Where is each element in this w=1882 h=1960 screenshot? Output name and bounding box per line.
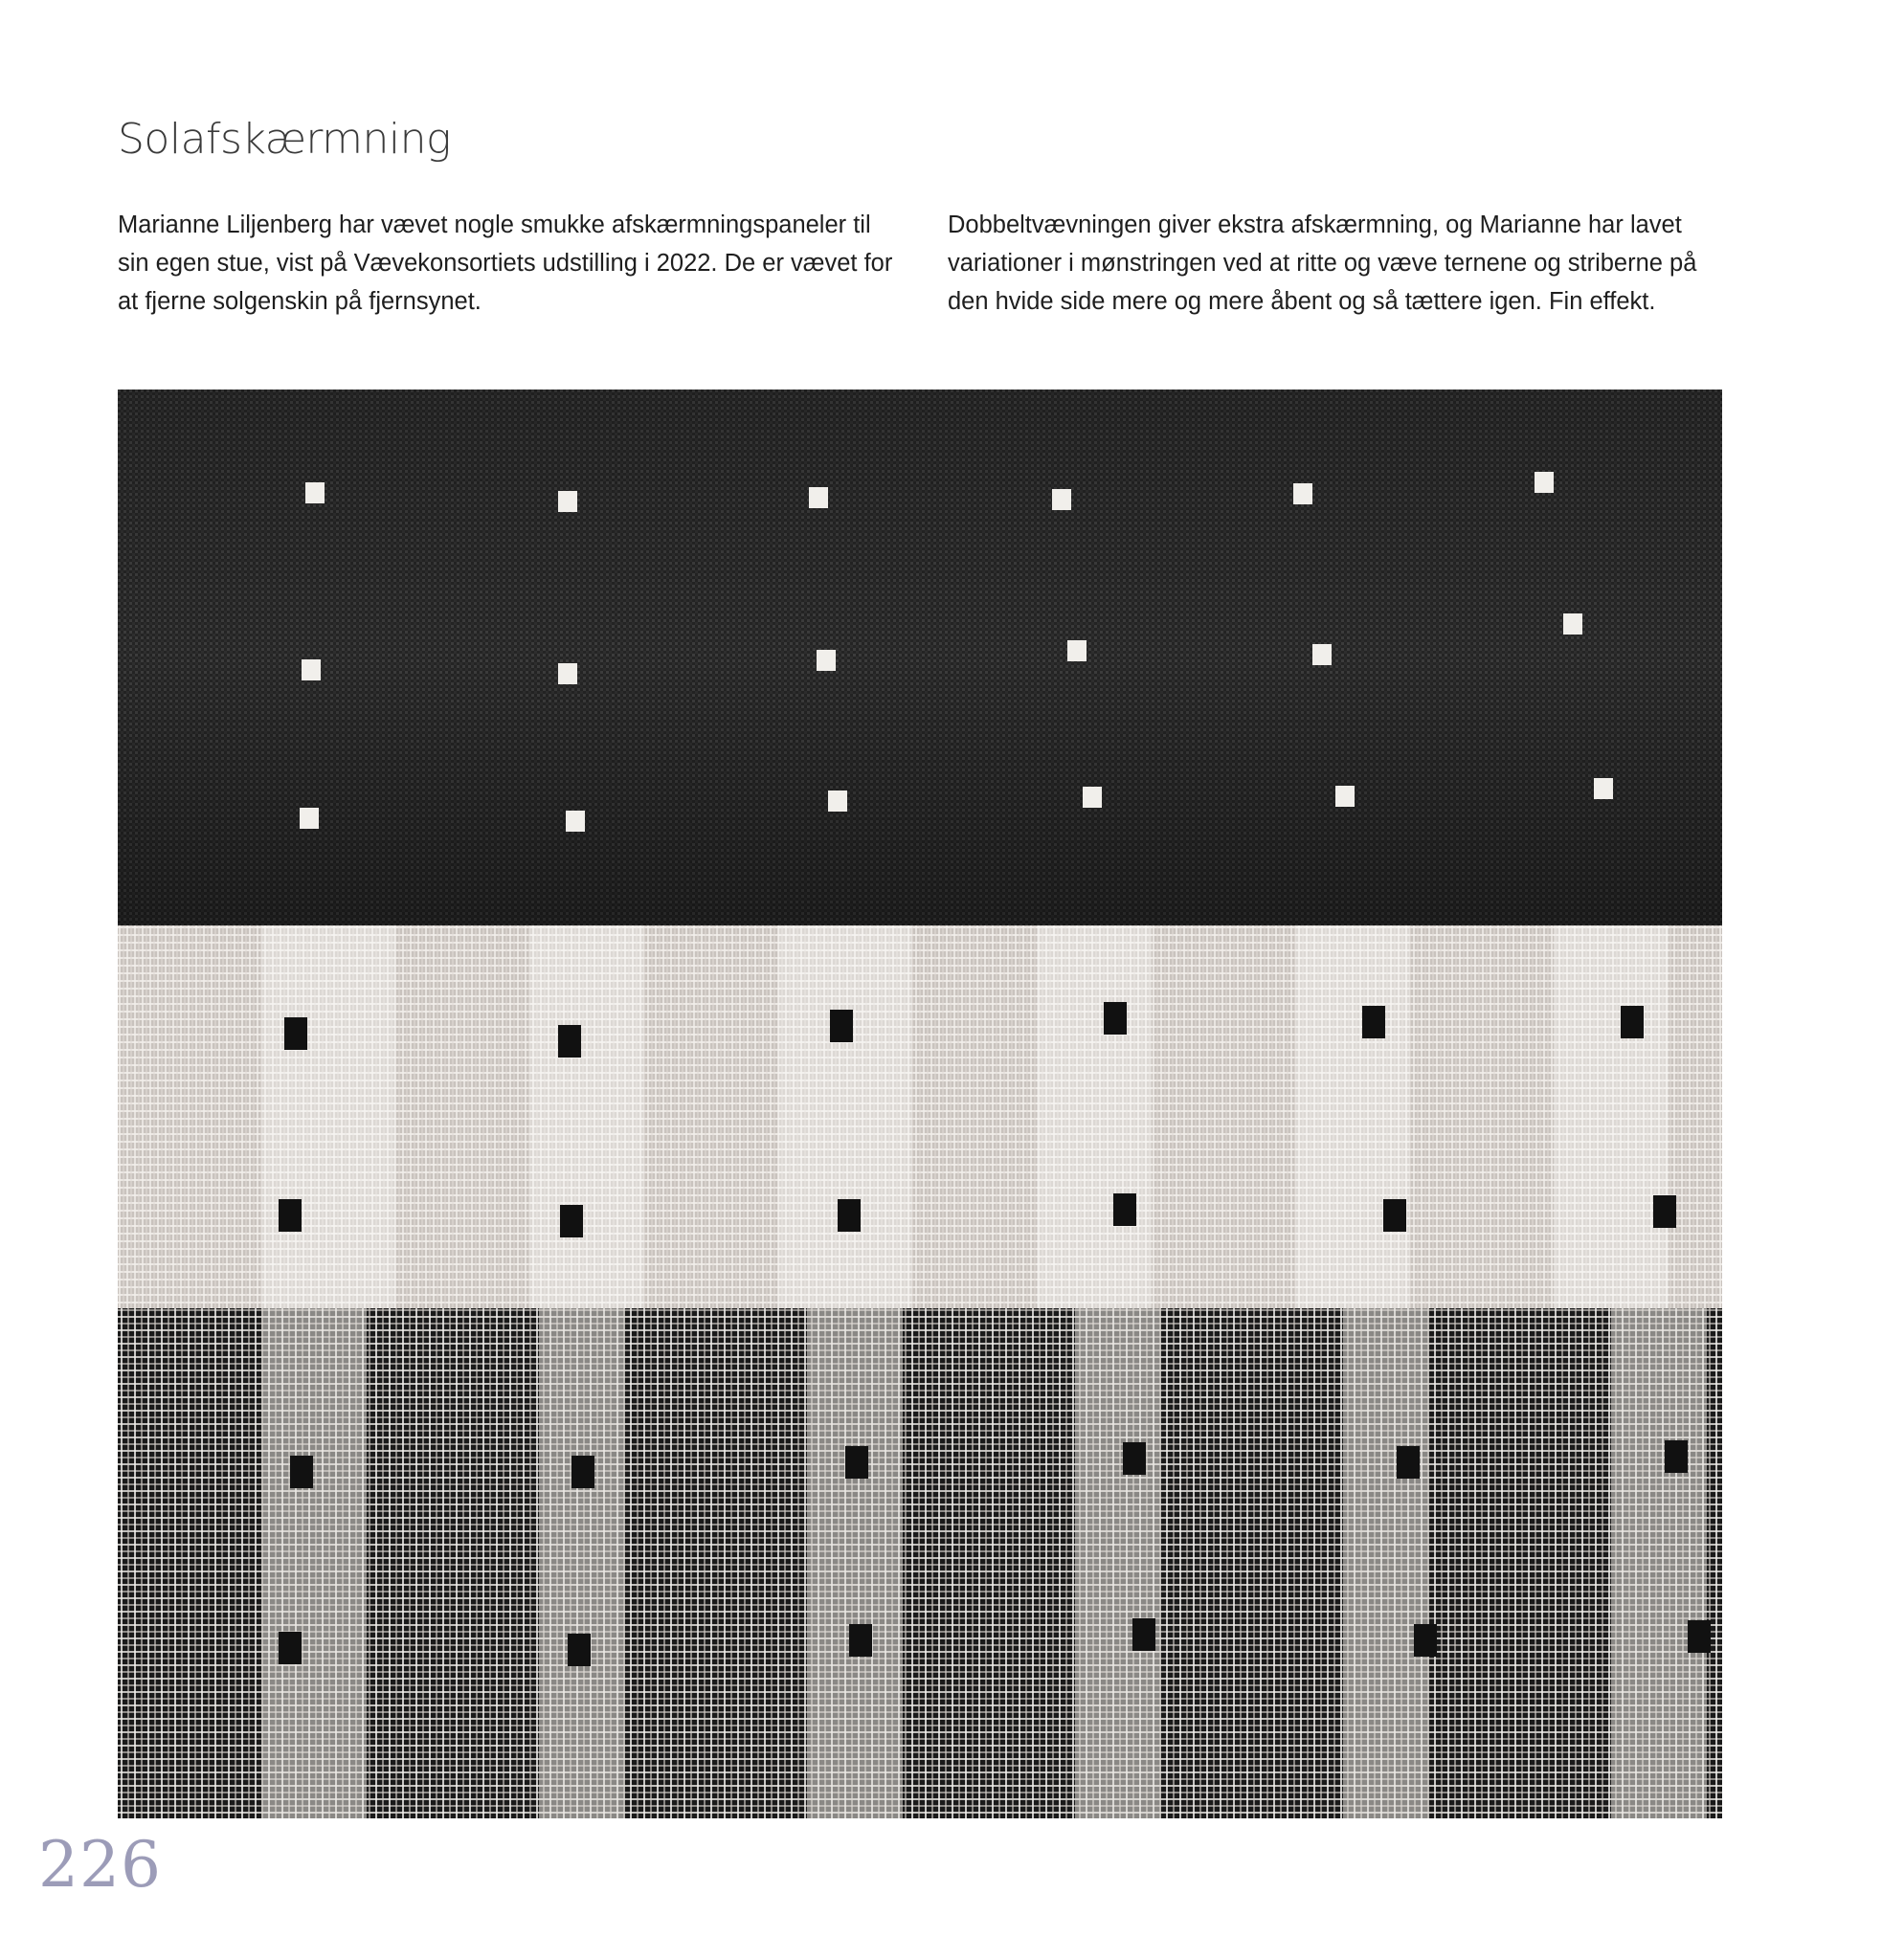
intro-paragraph-right: Dobbeltvævningen giver ekstra afskærmning, og Marianne har lavet variationer i mønstringen ved at ritte og væve ternene og striberne på den hvide side mere og mere åbent og så tættere igen. Fin effekt. [948,212,1697,315]
section-heading: Solafskærmning [118,115,451,164]
woven-panels-photo [118,390,1722,1818]
page-number: 226 [38,1828,162,1902]
intro-paragraph-left: Marianne Liljenberg har vævet nogle smukke afskærmningspaneler til sin egen stue, vist på Vævekonsortiets udstilling i 2022. De er vævet for at fjerne solgenskin på fjernsynet. [118,212,893,315]
